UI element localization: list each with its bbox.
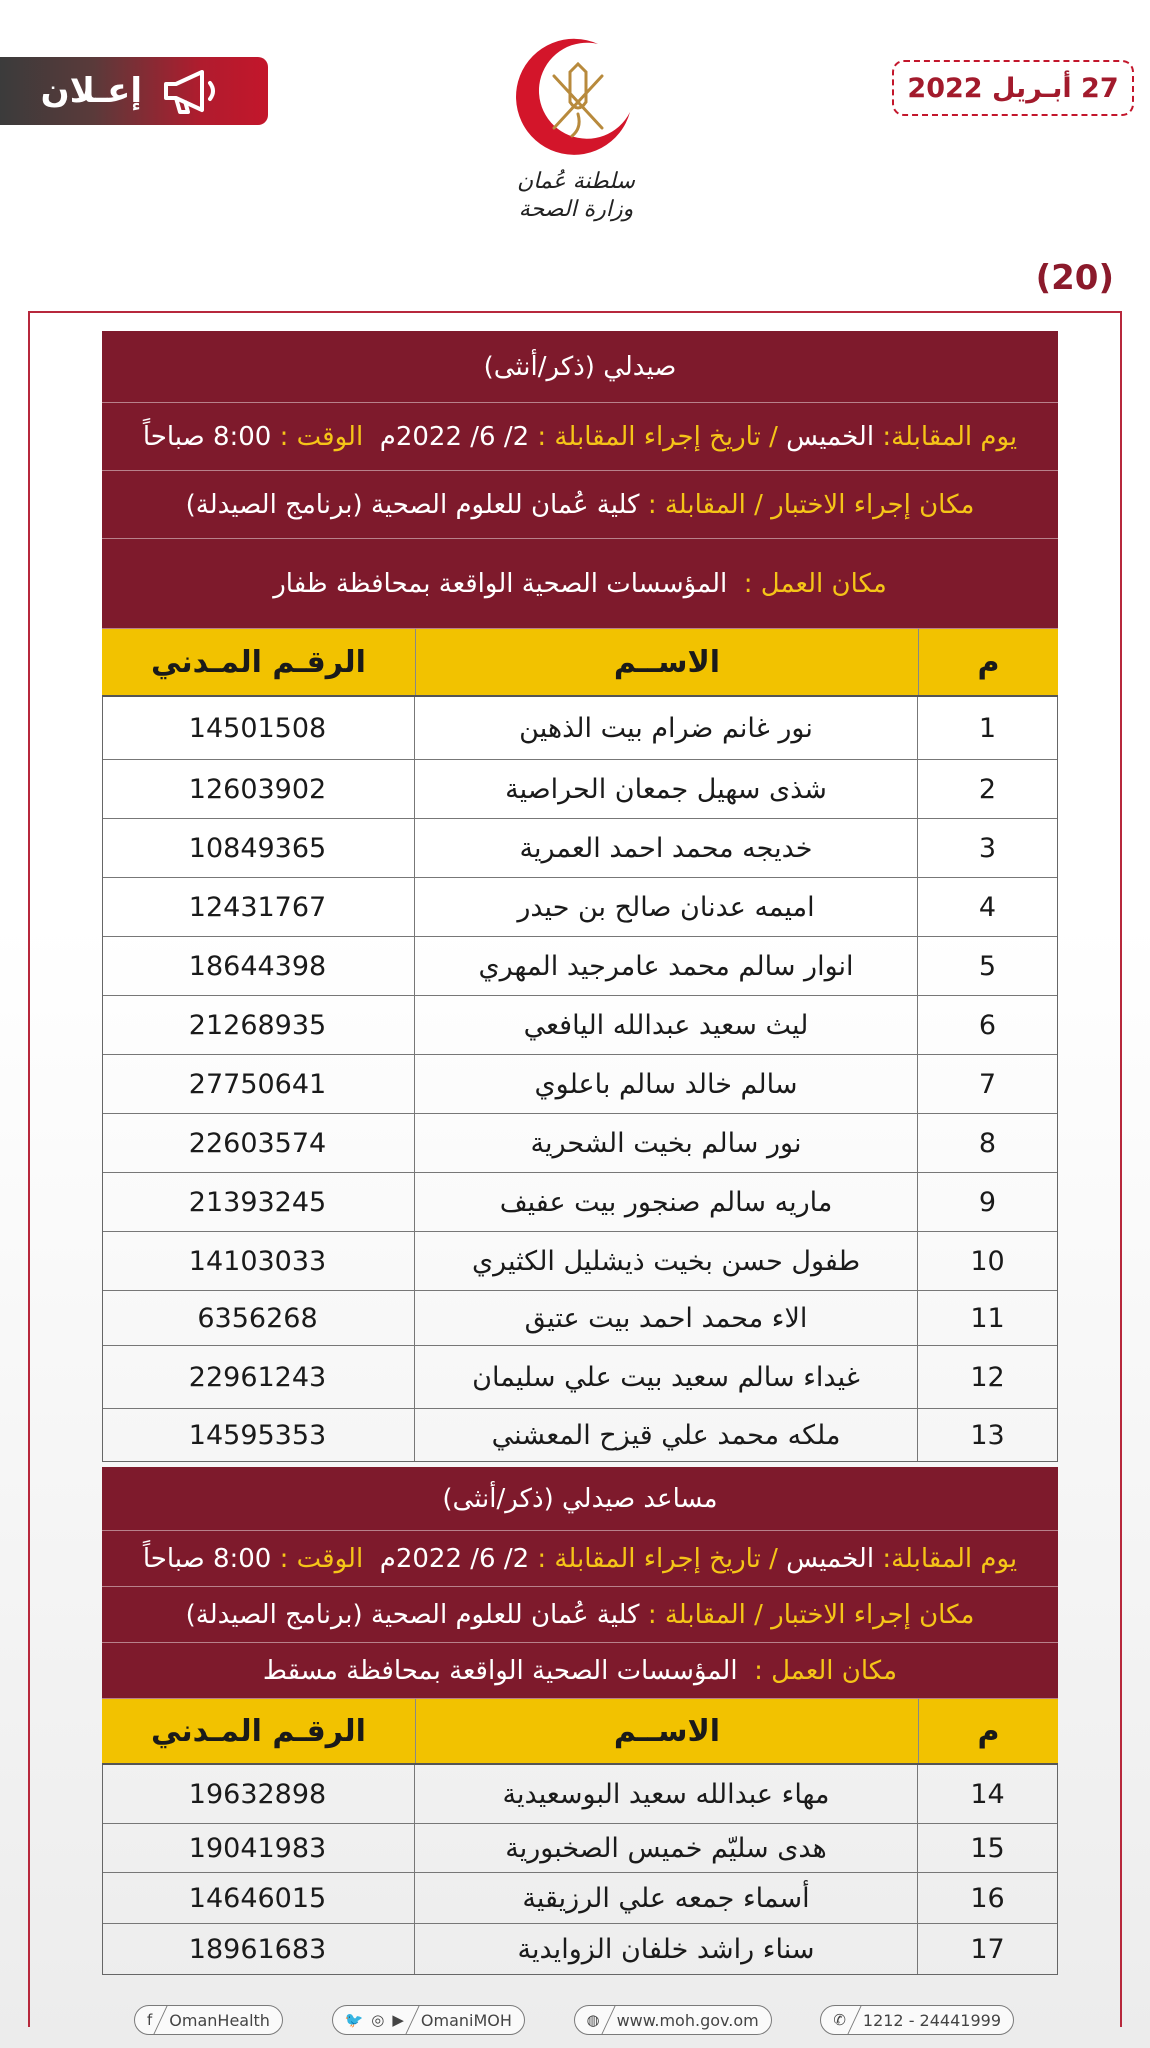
row-number: 3	[917, 819, 1057, 877]
date-label: / تاريخ إجراء المقابلة :	[537, 1543, 778, 1574]
announcement-banner	[0, 57, 268, 125]
section-title-text: مساعد صيدلي (ذكر/أنثى)	[442, 1483, 718, 1514]
row-name: سناء راشد خلفان الزوايدية	[414, 1924, 917, 1974]
social-handle: OmaniMOH	[420, 2010, 512, 2030]
row-civil-id: 12431767	[188, 891, 327, 923]
row-number: 2	[917, 760, 1057, 818]
phone-number: 1212 - 24441999	[862, 2010, 1001, 2030]
row-name: سالم خالد سالم باعلوي	[414, 1055, 917, 1113]
date-label: / تاريخ إجراء المقابلة :	[537, 421, 778, 452]
row-number: 10	[917, 1232, 1057, 1290]
table-row	[103, 1346, 1057, 1409]
row-civil-id: 19632898	[188, 1778, 327, 1810]
divider	[601, 2005, 616, 2035]
interview-venue	[102, 471, 1058, 539]
column-header-name: الاســم	[415, 629, 918, 695]
phone-link[interactable]	[820, 2005, 1014, 2035]
time-label: الوقت :	[279, 421, 364, 452]
row-number: 6	[917, 996, 1057, 1054]
footer-contacts	[134, 2002, 1014, 2038]
row-name: مهاء عبدالله سعيد البوسعيدية	[414, 1765, 917, 1823]
website-url: www.moh.gov.om	[616, 2010, 759, 2030]
table-row	[103, 937, 1057, 996]
table-row	[103, 760, 1057, 819]
date-value: 2/ 6/ 2022م	[379, 1543, 530, 1574]
row-number: 5	[917, 937, 1057, 995]
globe-icon: ◍	[586, 2011, 600, 2029]
time-value: 8:00 صباحاً	[142, 1543, 272, 1574]
facebook-handle: OmanHealth	[169, 2010, 270, 2030]
section-title-text: صيدلي (ذكر/أنثى)	[483, 351, 677, 382]
table-row	[103, 697, 1057, 760]
row-name: طفول حسن بخيت ذيشليل الكثيري	[414, 1232, 917, 1290]
row-number: 12	[917, 1346, 1057, 1408]
row-civil-id: 12603902	[188, 773, 327, 805]
instagram-icon: ◎	[371, 2011, 385, 2029]
row-name: خديجه محمد احمد العمرية	[414, 819, 917, 877]
row-number: 4	[917, 878, 1057, 936]
row-civil-id: 18644398	[188, 950, 327, 982]
table-row	[103, 1114, 1057, 1173]
row-civil-id: 21393245	[188, 1186, 327, 1218]
facebook-link[interactable]	[134, 2005, 283, 2035]
announcement-label: إعـلان	[40, 71, 142, 111]
section-pharmacist	[102, 331, 1058, 1462]
interview-schedule	[102, 403, 1058, 471]
row-civil-id: 18961683	[188, 1933, 327, 1965]
workplace-label: مكان العمل :	[754, 1655, 898, 1686]
date-value: 2/ 6/ 2022م	[379, 421, 530, 452]
day-label: يوم المقابلة:	[882, 421, 1018, 452]
ministry-logo-text	[486, 168, 666, 224]
row-name: ملكه محمد علي قيزح المعشني	[414, 1409, 917, 1461]
row-name: اميمه عدنان صالح بن حيدر	[414, 878, 917, 936]
phone-icon: ✆	[833, 2011, 846, 2029]
divider	[405, 2005, 420, 2035]
day-label: يوم المقابلة:	[882, 1543, 1018, 1574]
row-name: غيداء سالم سعيد بيت علي سليمان	[414, 1346, 917, 1408]
row-number: 8	[917, 1114, 1057, 1172]
table-row	[103, 1824, 1057, 1873]
column-header-no: م	[918, 1699, 1058, 1763]
day-value: الخميس	[786, 421, 875, 452]
column-header-civil-id: الرقـم المـدني	[151, 644, 366, 680]
section-title	[102, 1467, 1058, 1531]
venue-value: كلية عُمان للعلوم الصحية (برنامج الصيدلة)	[185, 489, 640, 520]
venue-label: مكان إجراء الاختبار / المقابلة :	[647, 1599, 975, 1630]
logo-text-line1: سلطنة عُمان	[517, 169, 635, 194]
workplace-value: المؤسسات الصحية الواقعة بمحافظة ظفار	[273, 568, 728, 599]
table-header	[102, 1699, 1058, 1765]
row-name: نور سالم بخيت الشحرية	[414, 1114, 917, 1172]
table-row	[103, 819, 1057, 878]
row-name: هدى سليّم خميس الصخبورية	[414, 1824, 917, 1872]
row-number: 17	[917, 1924, 1057, 1974]
row-number: 16	[917, 1873, 1057, 1923]
row-civil-id: 21268935	[188, 1009, 327, 1041]
workplace-value: المؤسسات الصحية الواقعة بمحافظة مسقط	[262, 1655, 738, 1686]
table-row	[103, 1291, 1057, 1346]
table-row	[103, 1173, 1057, 1232]
row-name: ليث سعيد عبدالله اليافعي	[414, 996, 917, 1054]
row-name: أسماء جمعه علي الرزيقية	[414, 1873, 917, 1923]
section-assistant-pharmacist	[102, 1467, 1058, 1975]
day-value: الخميس	[786, 1543, 875, 1574]
table-body	[102, 697, 1058, 1462]
row-civil-id: 22961243	[188, 1361, 327, 1393]
row-number: 13	[917, 1409, 1057, 1461]
row-civil-id: 27750641	[188, 1068, 327, 1100]
interview-venue	[102, 1587, 1058, 1643]
row-number: 15	[917, 1824, 1057, 1872]
table-row	[103, 1924, 1057, 1974]
table-row	[103, 996, 1057, 1055]
table-header	[102, 629, 1058, 697]
row-civil-id: 10849365	[188, 832, 327, 864]
row-number: 11	[917, 1291, 1057, 1345]
table-row	[103, 1055, 1057, 1114]
social-links[interactable]	[332, 2005, 525, 2035]
column-header-civil-id: الرقـم المـدني	[151, 1713, 366, 1749]
row-name: الاء محمد احمد بيت عتيق	[414, 1291, 917, 1345]
ministry-logo-icon	[508, 32, 642, 166]
row-name: نور غانم ضرام بيت الذهين	[414, 697, 917, 759]
section-title	[102, 331, 1058, 403]
table-row	[103, 1873, 1057, 1924]
column-header-name: الاســم	[415, 1699, 918, 1763]
facebook-icon: f	[147, 2011, 153, 2029]
workplace	[102, 539, 1058, 629]
workplace-label: مكان العمل :	[743, 568, 887, 599]
divider	[847, 2005, 862, 2035]
row-number: 9	[917, 1173, 1057, 1231]
megaphone-icon	[160, 66, 222, 116]
table-body	[102, 1765, 1058, 1975]
table-row	[103, 1765, 1057, 1824]
row-number: 7	[917, 1055, 1057, 1113]
venue-value: كلية عُمان للعلوم الصحية (برنامج الصيدلة)	[185, 1599, 640, 1630]
column-header-no: م	[918, 629, 1058, 695]
venue-label: مكان إجراء الاختبار / المقابلة :	[647, 489, 975, 520]
page-number: (20)	[1035, 258, 1114, 298]
row-civil-id: 19041983	[188, 1832, 327, 1864]
workplace	[102, 1643, 1058, 1699]
interview-schedule	[102, 1531, 1058, 1587]
logo-text-line2: وزارة الصحة	[518, 197, 634, 222]
youtube-icon: ▶	[392, 2011, 404, 2029]
row-civil-id: 14501508	[188, 712, 327, 744]
twitter-icon: 🐦	[344, 2011, 364, 2029]
table-row	[103, 878, 1057, 937]
table-row	[103, 1409, 1057, 1461]
table-row	[103, 1232, 1057, 1291]
date-badge: 27 أبـريل 2022	[892, 60, 1134, 116]
time-label: الوقت :	[279, 1543, 364, 1574]
row-civil-id: 14646015	[188, 1882, 327, 1914]
row-civil-id: 6356268	[197, 1302, 318, 1334]
website-link[interactable]	[574, 2005, 772, 2035]
divider	[153, 2005, 168, 2035]
row-civil-id: 14595353	[188, 1419, 327, 1451]
row-civil-id: 14103033	[188, 1245, 327, 1277]
row-name: شذى سهيل جمعان الحراصية	[414, 760, 917, 818]
row-number: 14	[917, 1765, 1057, 1823]
row-name: انوار سالم محمد عامرجيد المهري	[414, 937, 917, 995]
time-value: 8:00 صباحاً	[142, 421, 272, 452]
row-civil-id: 22603574	[188, 1127, 327, 1159]
row-number: 1	[917, 697, 1057, 759]
row-name: ماريه سالم صنجور بيت عفيف	[414, 1173, 917, 1231]
